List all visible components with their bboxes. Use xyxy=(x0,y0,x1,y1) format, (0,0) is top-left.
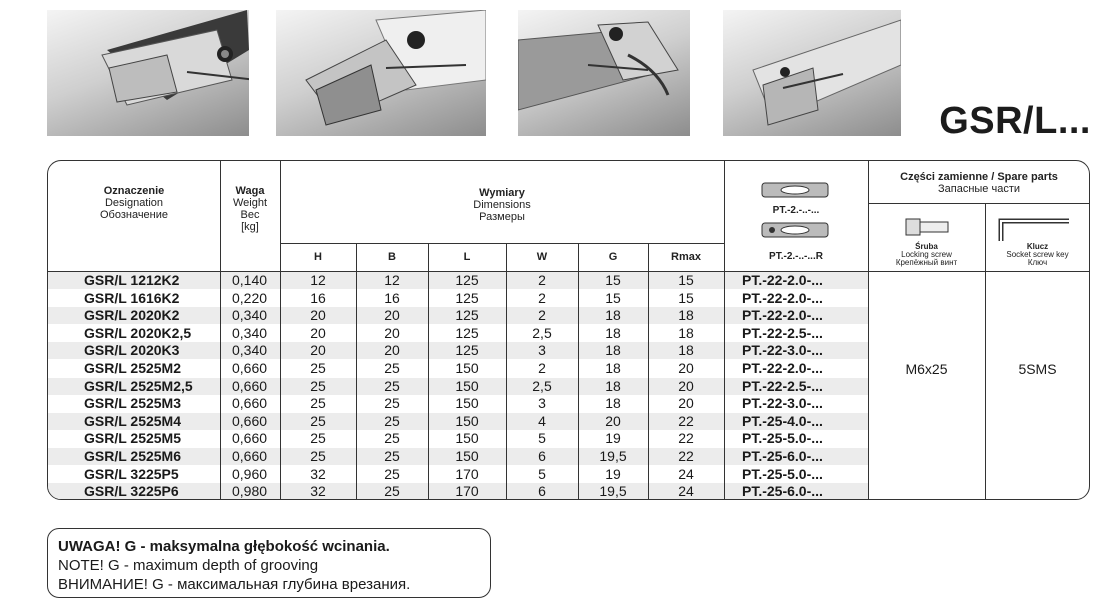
cell-h: 12 xyxy=(310,272,326,288)
cell-w: 6 xyxy=(538,483,546,500)
grid-line xyxy=(356,243,357,499)
grid-line xyxy=(280,161,281,499)
cell-designation: GSR/L 1616K2 xyxy=(84,289,180,306)
grooving-toolholder-photo-3-icon xyxy=(518,10,690,136)
cell-insert: PT.-25-4.0-... xyxy=(742,412,823,429)
cell-g: 15 xyxy=(605,272,621,288)
grooving-toolholder-photo-4-icon xyxy=(723,10,901,136)
grid-line xyxy=(578,243,579,499)
grid-line xyxy=(868,161,869,499)
table-row xyxy=(48,290,868,307)
cell-rmax: 18 xyxy=(678,342,694,359)
cell-insert: PT.-22-2.5-... xyxy=(742,324,823,341)
col-header-l: L xyxy=(463,251,471,263)
table-row xyxy=(48,483,868,500)
cell-weight: 0,340 xyxy=(232,342,268,359)
cell-designation: GSR/L 2525M5 xyxy=(84,430,182,447)
cell-w: 5 xyxy=(538,430,546,447)
product-photo-1 xyxy=(47,10,249,136)
cell-l: 170 xyxy=(455,483,479,500)
cell-l: 125 xyxy=(455,307,479,324)
cell-g: 20 xyxy=(605,412,621,429)
cell-w: 2,5 xyxy=(532,377,552,394)
cell-w: 3 xyxy=(538,342,546,359)
header-dimensions: Wymiary Dimensions Размеры xyxy=(473,187,531,223)
cell-insert: PT.-22-2.0-... xyxy=(742,360,823,376)
cell-h: 25 xyxy=(310,360,326,376)
cell-designation: GSR/L 3225P5 xyxy=(84,465,179,482)
cell-insert: PT.-22-2.0-... xyxy=(742,272,823,288)
cell-weight: 0,140 xyxy=(232,272,268,288)
col-header-b: B xyxy=(388,251,396,263)
cell-l: 150 xyxy=(455,412,479,429)
cell-designation: GSR/L 2020K2,5 xyxy=(84,324,192,341)
col-header-h: H xyxy=(314,251,322,263)
cell-h: 25 xyxy=(310,412,326,429)
cell-w: 2 xyxy=(538,289,546,306)
cell-designation: GSR/L 2020K3 xyxy=(84,342,180,359)
grooving-toolholder-photo-1-icon xyxy=(47,10,249,136)
key-label-en: Socket screw key xyxy=(1006,250,1069,259)
cell-rmax: 15 xyxy=(678,272,694,288)
cell-l: 150 xyxy=(455,377,479,394)
cell-b: 12 xyxy=(384,272,400,288)
cell-b: 25 xyxy=(384,360,400,376)
cell-h: 16 xyxy=(310,289,326,306)
cell-b: 16 xyxy=(384,289,400,306)
table-row xyxy=(48,360,868,377)
insert-label-right: PT.-2.-..-...R xyxy=(769,251,823,262)
cell-b: 20 xyxy=(384,324,400,341)
cell-w: 2,5 xyxy=(532,324,552,341)
cell-h: 20 xyxy=(310,342,326,359)
col-header-rmax: Rmax xyxy=(671,251,701,263)
grid-line xyxy=(985,203,986,499)
product-code-title: GSR/L... xyxy=(939,100,1091,142)
cell-g: 18 xyxy=(605,360,621,376)
cell-designation: GSR/L 2525M3 xyxy=(84,395,182,412)
cell-w: 6 xyxy=(538,448,546,464)
cell-rmax: 20 xyxy=(678,360,694,376)
cell-w: 3 xyxy=(538,395,546,412)
cell-l: 150 xyxy=(455,360,479,376)
cell-weight: 0,660 xyxy=(232,448,268,464)
cell-b: 25 xyxy=(384,430,400,447)
cell-h: 25 xyxy=(310,395,326,412)
grid-line xyxy=(280,243,724,244)
cell-rmax: 18 xyxy=(678,324,694,341)
grid-line xyxy=(428,243,429,499)
cell-insert: PT.-22-3.0-... xyxy=(742,342,823,359)
cell-b: 25 xyxy=(384,448,400,464)
col-header-w: W xyxy=(536,251,548,263)
cell-b: 25 xyxy=(384,412,400,429)
cell-insert: PT.-25-6.0-... xyxy=(742,448,823,464)
cell-l: 125 xyxy=(455,289,479,306)
cell-weight: 0,660 xyxy=(232,360,268,376)
cell-h: 32 xyxy=(310,483,326,500)
cell-insert: PT.-22-2.5-... xyxy=(742,377,823,394)
cell-weight: 0,660 xyxy=(232,430,268,447)
grooving-depth-note xyxy=(47,528,491,598)
cell-insert: PT.-25-5.0-... xyxy=(742,430,823,447)
table-row xyxy=(48,466,868,483)
key-value: 5SMS xyxy=(1018,361,1057,377)
cell-g: 18 xyxy=(605,377,621,394)
spare-part-screw xyxy=(868,203,985,271)
screw-label-pl: Śruba xyxy=(915,242,938,251)
cell-g: 19 xyxy=(605,430,621,447)
cell-rmax: 15 xyxy=(678,289,694,306)
cell-weight: 0,660 xyxy=(232,377,268,394)
cell-b: 20 xyxy=(384,342,400,359)
cell-g: 18 xyxy=(605,395,621,412)
header-designation: Oznaczenie Designation Обозначение xyxy=(99,185,169,221)
cell-designation: GSR/L 1212K2 xyxy=(84,272,180,288)
product-photo-3 xyxy=(518,10,690,136)
product-photo-4 xyxy=(723,10,901,136)
cell-g: 18 xyxy=(605,324,621,341)
cell-rmax: 24 xyxy=(678,483,694,500)
cell-weight: 0,960 xyxy=(232,465,268,482)
key-label-ru: Ключ xyxy=(1027,258,1048,267)
specification-table xyxy=(47,160,1090,500)
insert-label-left: PT.-2.-..-... xyxy=(772,205,820,216)
cell-rmax: 20 xyxy=(678,377,694,394)
grid-line xyxy=(506,243,507,499)
table-row xyxy=(48,395,868,412)
cell-w: 2 xyxy=(538,272,546,288)
cell-b: 25 xyxy=(384,465,400,482)
table-row xyxy=(48,413,868,430)
cell-designation: GSR/L 3225P6 xyxy=(84,483,179,500)
note-polish: UWAGA! G - maksymalna głębokość wcinania. xyxy=(58,538,390,555)
cell-rmax: 22 xyxy=(678,430,694,447)
product-photo-2 xyxy=(276,10,486,136)
cell-h: 32 xyxy=(310,465,326,482)
screw-label-en: Locking screw xyxy=(901,250,952,259)
grid-line xyxy=(868,203,1089,204)
cell-weight: 0,220 xyxy=(232,289,268,306)
cell-l: 150 xyxy=(455,430,479,447)
grid-line xyxy=(220,161,221,499)
grid-line xyxy=(48,271,1089,272)
cell-insert: PT.-25-6.0-... xyxy=(742,483,823,500)
cell-h: 20 xyxy=(310,324,326,341)
cell-insert: PT.-22-3.0-... xyxy=(742,395,823,412)
cell-insert: PT.-25-5.0-... xyxy=(742,465,823,482)
cell-h: 25 xyxy=(310,430,326,447)
cell-insert: PT.-22-2.0-... xyxy=(742,289,823,306)
cell-rmax: 22 xyxy=(678,412,694,429)
cell-insert: PT.-22-2.0-... xyxy=(742,307,823,324)
cell-designation: GSR/L 2525M2,5 xyxy=(84,377,193,394)
cell-b: 25 xyxy=(384,395,400,412)
cell-g: 15 xyxy=(605,289,621,306)
grid-line xyxy=(648,243,649,499)
cell-l: 150 xyxy=(455,448,479,464)
cell-b: 20 xyxy=(384,307,400,324)
table-row xyxy=(48,448,868,465)
cell-w: 2 xyxy=(538,360,546,376)
cell-g: 19 xyxy=(605,465,621,482)
table-row xyxy=(48,272,868,289)
cell-b: 25 xyxy=(384,483,400,500)
screw-label-ru: Крепёжный винт xyxy=(895,258,958,267)
table-row xyxy=(48,430,868,447)
header-spare-parts: Części zamienne / Spare parts Запасные части xyxy=(900,171,1058,195)
cell-rmax: 24 xyxy=(678,465,694,482)
cell-l: 125 xyxy=(455,272,479,288)
table-row xyxy=(48,325,868,342)
cell-w: 4 xyxy=(538,412,546,429)
cell-b: 25 xyxy=(384,377,400,394)
insert-illustration xyxy=(724,161,868,271)
cell-designation: GSR/L 2525M2 xyxy=(84,360,182,376)
cell-designation: GSR/L 2020K2 xyxy=(84,307,180,324)
cell-l: 125 xyxy=(455,342,479,359)
cell-w: 2 xyxy=(538,307,546,324)
col-header-g: G xyxy=(608,251,618,263)
cell-designation: GSR/L 2525M6 xyxy=(84,448,182,464)
spare-part-key xyxy=(985,203,1090,271)
cell-rmax: 22 xyxy=(678,448,694,464)
cell-weight: 0,980 xyxy=(232,483,268,500)
cell-w: 5 xyxy=(538,465,546,482)
table-row xyxy=(48,378,868,395)
cell-weight: 0,340 xyxy=(232,307,268,324)
cell-designation: GSR/L 2525M4 xyxy=(84,412,182,429)
note-russian: ВНИМАНИЕ! G - максимальная глубина врезания. xyxy=(58,576,411,593)
cell-rmax: 18 xyxy=(678,307,694,324)
cell-weight: 0,340 xyxy=(232,324,268,341)
screw-value: M6x25 xyxy=(905,361,948,377)
cell-h: 25 xyxy=(310,377,326,394)
table-row xyxy=(48,342,868,359)
key-label-pl: Klucz xyxy=(1026,242,1049,251)
note-english: NOTE! G - maximum depth of grooving xyxy=(58,557,319,574)
cell-l: 170 xyxy=(455,465,479,482)
grid-line xyxy=(724,161,725,499)
cell-l: 125 xyxy=(455,324,479,341)
grooving-toolholder-photo-2-icon xyxy=(276,10,486,136)
cell-h: 20 xyxy=(310,307,326,324)
cell-rmax: 20 xyxy=(678,395,694,412)
cell-weight: 0,660 xyxy=(232,412,268,429)
cell-g: 18 xyxy=(605,342,621,359)
cell-weight: 0,660 xyxy=(232,395,268,412)
table-row xyxy=(48,307,868,324)
cell-g: 19,5 xyxy=(599,448,627,464)
header-weight: Waga Weight Вес [kg] xyxy=(232,185,268,233)
cell-h: 25 xyxy=(310,448,326,464)
cell-l: 150 xyxy=(455,395,479,412)
cell-g: 19,5 xyxy=(599,483,627,500)
cell-g: 18 xyxy=(605,307,621,324)
